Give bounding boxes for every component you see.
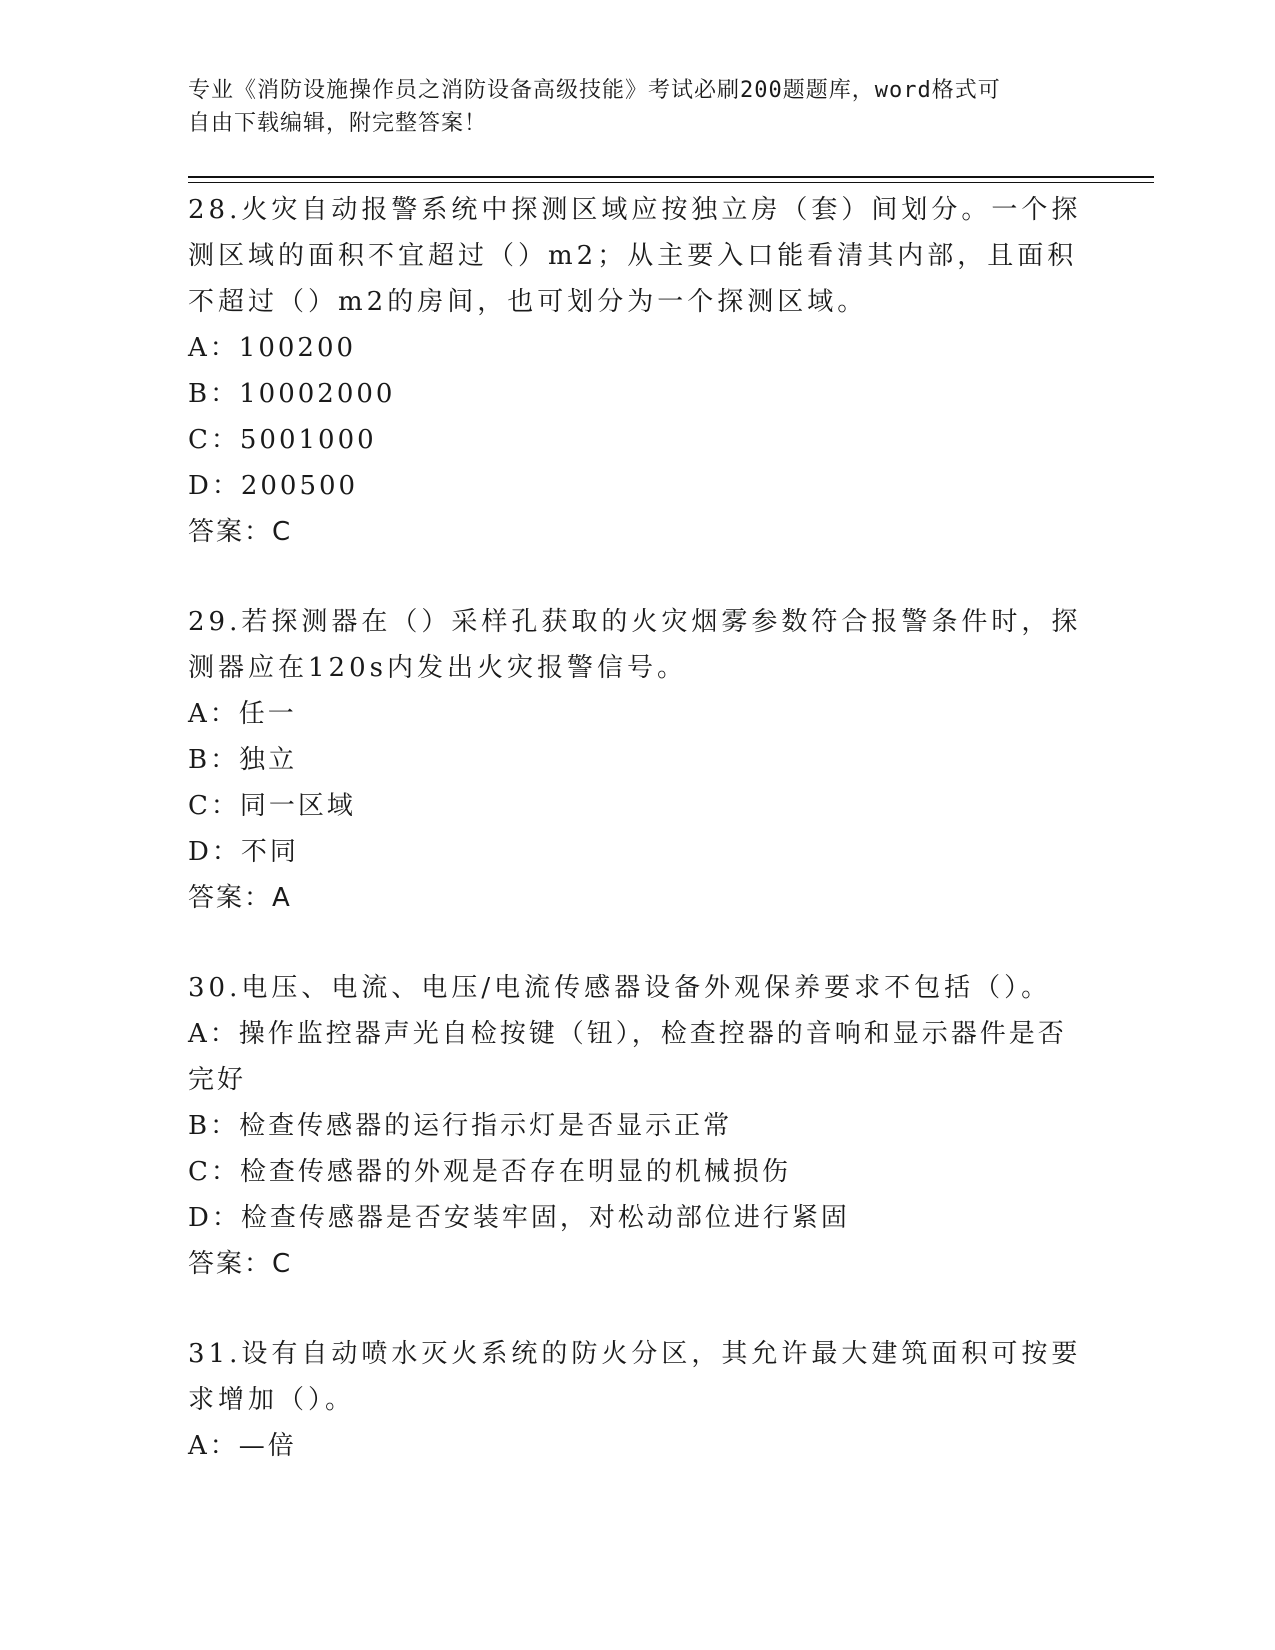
question-30 — [188, 965, 1088, 1287]
option-b: B：10002000 — [188, 379, 396, 409]
question-stem: 30.电压、电流、电压/电流传感器设备外观保养要求不包括（）。 — [188, 973, 1052, 1003]
header-line-2: 自由下载编辑，附完整答案！ — [188, 111, 488, 136]
question-28 — [188, 187, 1088, 555]
answer-line: 答案：A — [188, 883, 292, 913]
option-c: C：同一区域 — [188, 791, 356, 821]
option-d: D：200500 — [188, 471, 359, 501]
option-d: D：不同 — [188, 837, 299, 867]
option-a: A：—倍 — [188, 1431, 297, 1461]
document-header — [188, 74, 1068, 140]
answer-line: 答案：C — [188, 517, 293, 547]
option-c: C：检查传感器的外观是否存在明显的机械损伤 — [188, 1157, 791, 1187]
option-d: D：检查传感器是否安装牢固，对松动部位进行紧固 — [188, 1203, 850, 1233]
option-c: C：5001000 — [188, 425, 377, 455]
question-31 — [188, 1331, 1088, 1469]
question-stem: 31.设有自动喷水灭火系统的防火分区，其允许最大建筑面积可按要求增加（）。 — [188, 1339, 1082, 1415]
header-divider-thick — [188, 176, 1154, 178]
header-divider-thin — [188, 182, 1154, 183]
option-a: A：操作监控器声光自检按键（钮），检查控器的音响和显示器件是否完好 — [188, 1019, 1067, 1095]
option-b: B：独立 — [188, 745, 298, 775]
question-29 — [188, 599, 1088, 921]
option-b: B：检查传感器的运行指示灯是否显示正常 — [188, 1111, 733, 1141]
option-a: A：任一 — [188, 699, 297, 729]
header-line-1: 专业《消防设施操作员之消防设备高级技能》考试必刷200题题库，word格式可 — [188, 78, 1001, 103]
option-a: A：100200 — [188, 333, 357, 363]
question-list — [188, 187, 1088, 1469]
question-stem: 28.火灾自动报警系统中探测区域应按独立房（套）间划分。一个探测区域的面积不宜超过（）m2；从主要入口能看清其内部，且面积不超过（）m2的房间，也可划分为一个探测区域。 — [188, 195, 1082, 317]
question-stem: 29.若探测器在（）采样孔获取的火灾烟雾参数符合报警条件时，探测器应在120s内发出火灾报警信号。 — [188, 607, 1082, 683]
answer-line: 答案：C — [188, 1249, 293, 1279]
